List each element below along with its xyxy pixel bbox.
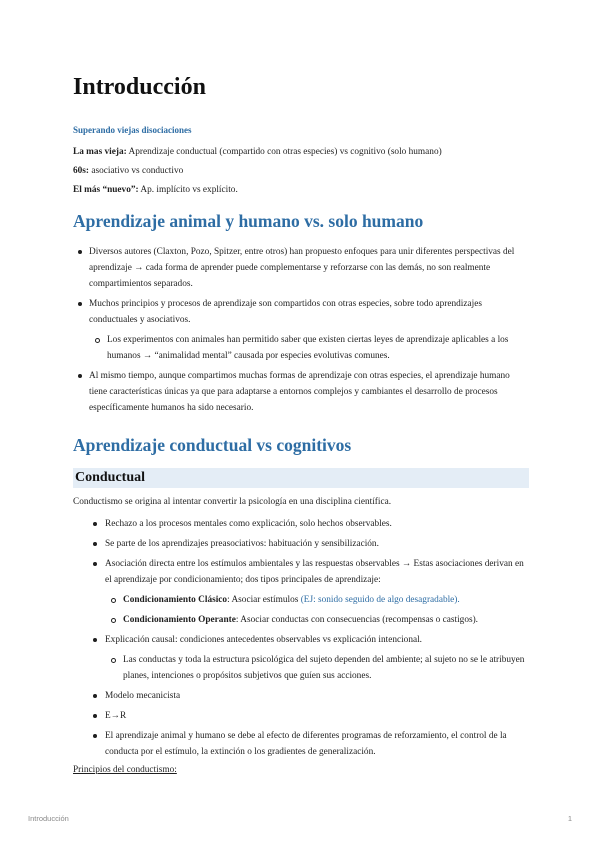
principles-heading: Principios del conductismo: [73, 765, 177, 775]
list-item: Explicación causal: condiciones antecedentes observables vs explicación intencional. [73, 632, 529, 648]
operante-label: Condicionamiento Operante [123, 615, 236, 625]
page-footer [28, 814, 572, 823]
clasico-label: Condicionamiento Clásico [123, 595, 228, 605]
clasico-text: : Asociar estímulos [227, 595, 301, 605]
intro-line-2 [73, 165, 529, 177]
list-item: E→R [73, 708, 529, 724]
intro-line-1-text: Aprendizaje conductual (compartido con otras especies) vs cognitivo (solo humano) [126, 147, 442, 157]
intro-line-1 [73, 146, 529, 158]
list-subitem: Los experimentos con animales han permitido saber que existen ciertas leyes de aprendizaje aplicables a los humanos → “animalidad mental” causada por especies evolutivas comunes. [73, 332, 529, 364]
list-subitem: Las conductas y toda la estructura psicológica del sujeto dependen del ambiente; al sujeto no se le atribuyen planes, intenciones o propósitos subjetivos que guíen sus acciones. [73, 652, 529, 684]
intro-line-3-text: Ap. implícito vs explícito. [138, 185, 238, 195]
page-title: Introducción [73, 74, 206, 100]
page-number: 1 [567, 814, 572, 823]
list-item: Muchos principios y procesos de aprendizaje son compartidos con otras especies, sobre todo aprendizajes conductuales y asociativos. [73, 296, 529, 328]
page-content [73, 70, 529, 776]
section-heading-conductual-cognitivo: Aprendizaje conductual vs cognitivos [73, 435, 352, 455]
subsection-heading-conductual: Conductual [73, 468, 529, 488]
intro-line-3 [73, 184, 529, 196]
section1-list [73, 244, 529, 416]
intro-heading: Superando viejas disociaciones [73, 125, 192, 135]
footer-title: Introducción [28, 814, 69, 823]
conductual-list [73, 516, 529, 760]
list-item: Diversos autores (Claxton, Pozo, Spitzer, entre otros) han propuesto enfoques para unir diferentes perspectivas del aprendizaje → cada forma de aprender puede complementarse y reforzarse con las demás, no son realmente compartimientos separados. [73, 244, 529, 292]
list-item: Se parte de los aprendizajes preasociativos: habituación y sensibilización. [73, 536, 529, 552]
list-subitem-operante [73, 612, 529, 628]
intro-line-1-label: La mas vieja: [73, 147, 127, 157]
list-item: Rechazo a los procesos mentales como explicación, solo hechos observables. [73, 516, 529, 532]
list-item: Modelo mecanicista [73, 688, 529, 704]
intro-line-3-label: El más “nuevo”: [73, 185, 139, 195]
conductual-intro: Conductismo se origina al intentar convertir la psicología en una disciplina científica. [73, 497, 392, 507]
clasico-example: (EJ: sonido seguido de algo desagradable). [300, 595, 460, 605]
operante-text: : Asociar conductas con consecuencias (recompensas o castigos). [235, 615, 479, 625]
list-item: Al mismo tiempo, aunque compartimos muchas formas de aprendizaje con otras especies, el aprendizaje humano tiene características únicas ya que para adaptarse a entornos complejos y cambiantes el desarrollo de procesos específicamente humanos ha sido necesario. [73, 368, 529, 416]
section-heading-animal-human: Aprendizaje animal y humano vs. solo humano [73, 211, 424, 231]
list-subitem-clasico [73, 592, 529, 608]
intro-line-2-label: 60s: [73, 166, 90, 176]
intro-line-2-text: asociativo vs conductivo [89, 166, 184, 176]
list-item: Asociación directa entre los estímulos ambientales y las respuestas observables → Estas asociaciones derivan en el aprendizaje por condicionamiento; dos tipos principales de aprendizaje: [73, 556, 529, 588]
list-item: El aprendizaje animal y humano se debe al efecto de diferentes programas de reforzamiento, el control de la conducta por el estímulo, la extinción o los gradientes de generalización. [73, 728, 529, 760]
